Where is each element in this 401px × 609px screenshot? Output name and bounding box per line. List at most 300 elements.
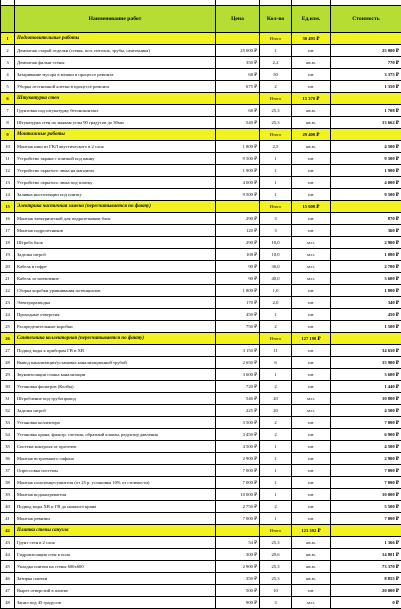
- unit: шт: [292, 381, 331, 393]
- unit-price: 3 150 ₽: [216, 345, 260, 357]
- quantity: 2: [260, 81, 292, 93]
- section-empty: [331, 129, 401, 141]
- table-row: [1, 249, 401, 261]
- unit: м.п.: [292, 249, 331, 261]
- line-cost: 25 000 ₽: [331, 45, 401, 57]
- unit-price: 290 ₽: [216, 213, 260, 225]
- table-row: [1, 321, 401, 333]
- quantity: 30,0: [260, 261, 292, 273]
- unit-price: 4 000 ₽: [216, 177, 260, 189]
- work-name: Устройство скрытого люка под плитку: [15, 177, 216, 189]
- work-name: Электроразводка: [15, 297, 216, 309]
- unit: шт: [292, 345, 331, 357]
- row-number: 31: [1, 393, 15, 405]
- line-cost: 360 ₽: [331, 225, 401, 237]
- unit: шт: [292, 177, 331, 189]
- table-row: [1, 57, 401, 69]
- row-number: 3: [1, 57, 15, 69]
- unit: шт: [292, 429, 331, 441]
- unit: шт: [292, 189, 331, 201]
- row-number: 24: [1, 309, 15, 321]
- line-cost: 1 080 ₽: [331, 249, 401, 261]
- line-cost: 1 440 ₽: [331, 381, 401, 393]
- unit-price: 10 000 ₽: [216, 489, 260, 501]
- row-number: 17: [1, 225, 15, 237]
- table-row: [1, 453, 401, 465]
- line-cost: 10 800 ₽: [331, 393, 401, 405]
- work-name: Укладка плитки на стены 600х600: [15, 561, 216, 573]
- row-number: 6: [1, 93, 15, 105]
- unit: шт: [292, 465, 331, 477]
- unit: шт: [292, 417, 331, 429]
- quantity: 40,0: [260, 273, 292, 285]
- row-number: 1: [1, 33, 15, 45]
- work-name: Заделка штроб: [15, 249, 216, 261]
- section-title: Сантехника коллекторная (пересчитывается по факту): [15, 333, 216, 345]
- table-row: [1, 177, 401, 189]
- row-number: 11: [1, 153, 15, 165]
- work-name: Монтаж подрозетников: [15, 225, 216, 237]
- section-itogo-label: Итого: [260, 129, 292, 141]
- work-name: Устройство экрана с плиткой под ванну: [15, 153, 216, 165]
- unit: шт: [292, 489, 331, 501]
- section-empty: [216, 93, 260, 105]
- header-name: Наименование работ: [15, 6, 216, 33]
- line-cost: 73 370 ₽: [331, 561, 401, 573]
- work-name: Затирка плитки: [15, 573, 216, 585]
- unit: кв.м.: [292, 57, 331, 69]
- unit: шт: [292, 81, 331, 93]
- work-name: Сборка коробки уравнивания потенциалов: [15, 285, 216, 297]
- section-row: [1, 333, 401, 345]
- work-name: Затаривание мусора в мешки в процессе ремонта: [15, 69, 216, 81]
- section-total: 15 370 ₽: [292, 93, 331, 105]
- unit-price: 68 ₽: [216, 105, 260, 117]
- unit-price: 2 900 ₽: [216, 561, 260, 573]
- unit-price: 225 ₽: [216, 405, 260, 417]
- quantity: 2: [260, 417, 292, 429]
- line-cost: 4 500 ₽: [331, 405, 401, 417]
- row-number: 36: [1, 453, 15, 465]
- unit-price: 3 500 ₽: [216, 417, 260, 429]
- quantity: 1: [260, 489, 292, 501]
- unit: шт: [292, 477, 331, 489]
- line-cost: 5 500 ₽: [331, 501, 401, 513]
- row-number: 21: [1, 273, 15, 285]
- unit-price: 750 ₽: [216, 321, 260, 333]
- row-number: 30: [1, 381, 15, 393]
- quantity: 29,6: [260, 549, 292, 561]
- unit-price: 4 500 ₽: [216, 441, 260, 453]
- line-cost: 7 000 ₽: [331, 417, 401, 429]
- work-name: Установка коллектора: [15, 417, 216, 429]
- work-name: Заделка штроб: [15, 405, 216, 417]
- table-row: [1, 477, 401, 489]
- row-number: 48: [1, 597, 15, 609]
- unit: м.п.: [292, 237, 331, 249]
- line-cost: 770 ₽: [331, 57, 401, 69]
- unit-price: 675 ₽: [216, 81, 260, 93]
- unit: шт: [292, 225, 331, 237]
- unit: м.п.: [292, 393, 331, 405]
- unit: шт: [292, 501, 331, 513]
- quantity: 3: [260, 213, 292, 225]
- work-name: Вырез отверстий в плитке: [15, 585, 216, 597]
- unit-price: 2 650 ₽: [216, 357, 260, 369]
- section-itogo-label: Итого: [260, 201, 292, 213]
- table-row: [1, 225, 401, 237]
- row-number: 13: [1, 177, 15, 189]
- line-cost: 3 600 ₽: [331, 273, 401, 285]
- quantity: 10: [260, 585, 292, 597]
- row-number: 12: [1, 165, 15, 177]
- unit-price: 1 800 ₽: [216, 141, 260, 153]
- table-row: [1, 261, 401, 273]
- quantity: 50: [260, 69, 292, 81]
- unit: шт: [292, 369, 331, 381]
- quantity: 3: [260, 597, 292, 609]
- section-row: [1, 129, 401, 141]
- table-row: [1, 117, 401, 129]
- table-row: [1, 429, 401, 441]
- quantity: 2: [260, 501, 292, 513]
- line-cost: 8 855 ₽: [331, 573, 401, 585]
- table-row: [1, 465, 401, 477]
- row-number: 33: [1, 417, 15, 429]
- table-row: [1, 561, 401, 573]
- section-itogo-label: Итого: [260, 33, 292, 45]
- work-name: Монтаж ниш из ГКЛ акустического в 2 слоя: [15, 141, 216, 153]
- quantity: 1: [260, 153, 292, 165]
- row-number: 37: [1, 465, 15, 477]
- work-name: Штробление под трубопровод: [15, 393, 216, 405]
- row-number: 45: [1, 561, 15, 573]
- table-row: [1, 237, 401, 249]
- table-row: [1, 573, 401, 585]
- line-cost: 0 ₽: [331, 597, 401, 609]
- line-cost: 13 662 ₽: [331, 117, 401, 129]
- quantity: 10,0: [260, 237, 292, 249]
- section-empty: [216, 129, 260, 141]
- work-name: Подвод воды к приборам ГВ и ХВ: [15, 345, 216, 357]
- table-row: [1, 81, 401, 93]
- row-number: 46: [1, 573, 15, 585]
- table-row: [1, 417, 401, 429]
- unit: шт: [292, 357, 331, 369]
- table-row: [1, 105, 401, 117]
- table-body: [1, 33, 401, 609]
- row-number: 32: [1, 405, 15, 417]
- unit-price: 1 800 ₽: [216, 285, 260, 297]
- table-row: [1, 405, 401, 417]
- table-row: [1, 69, 401, 81]
- line-cost: 4 500 ₽: [331, 141, 401, 153]
- quantity: 20: [260, 393, 292, 405]
- section-empty: [216, 201, 260, 213]
- unit: кв.м.: [292, 117, 331, 129]
- work-name: Монтаж полотенцесушителя (от 25 р. установка 10% от стоимости): [15, 477, 216, 489]
- unit: кв.м.: [292, 573, 331, 585]
- row-number: 14: [1, 189, 15, 201]
- unit: шт: [292, 69, 331, 81]
- work-name: Грунт стен в 2 слоя: [15, 537, 216, 549]
- table-row: [1, 597, 401, 609]
- work-name: Вывод канализации/установка канализационной трубой: [15, 357, 216, 369]
- unit-price: 68 ₽: [216, 69, 260, 81]
- work-name: Подвод воды ХВ и ГВ до ножного крана: [15, 501, 216, 513]
- line-cost: 2 900 ₽: [331, 237, 401, 249]
- line-cost: 3 375 ₽: [331, 69, 401, 81]
- work-name: Штукатурка стен по маякам углы 90 градусов до 30мм: [15, 117, 216, 129]
- table-row: [1, 165, 401, 177]
- row-number: 7: [1, 105, 15, 117]
- unit-price: 1 900 ₽: [216, 165, 260, 177]
- unit: м.п.: [292, 261, 331, 273]
- row-number: 5: [1, 81, 15, 93]
- unit-price: 170 ₽: [216, 297, 260, 309]
- unit-price: 54 ₽: [216, 537, 260, 549]
- quantity: 1: [260, 369, 292, 381]
- row-number: 35: [1, 441, 15, 453]
- line-cost: 2 900 ₽: [331, 453, 401, 465]
- quantity: 20: [260, 405, 292, 417]
- work-name: Система контроля от протечек: [15, 441, 216, 453]
- line-cost: 6 900 ₽: [331, 429, 401, 441]
- table-row: [1, 285, 401, 297]
- table-row: [1, 297, 401, 309]
- row-number: 34: [1, 429, 15, 441]
- section-title: Подготовительные работы: [15, 33, 216, 45]
- quantity: 1: [260, 165, 292, 177]
- header-cost: Стоимость: [331, 6, 401, 33]
- unit: м.п.: [292, 597, 331, 609]
- row-number: 8: [1, 117, 15, 129]
- section-empty: [216, 525, 260, 537]
- section-total: 127 198 ₽: [292, 333, 331, 345]
- table-row: [1, 357, 401, 369]
- unit-price: 9 500 ₽: [216, 189, 260, 201]
- row-number: 20: [1, 261, 15, 273]
- row-number: 39: [1, 489, 15, 501]
- unit-price: 500 ₽: [216, 585, 260, 597]
- row-number: 44: [1, 549, 15, 561]
- line-cost: 4 500 ₽: [331, 441, 401, 453]
- unit: шт: [292, 441, 331, 453]
- work-name: Заливка инсталляции под плитку: [15, 189, 216, 201]
- unit-price: 108 ₽: [216, 249, 260, 261]
- unit-price: 90 ₽: [216, 261, 260, 273]
- row-number: 22: [1, 285, 15, 297]
- unit: шт: [292, 213, 331, 225]
- table-row: [1, 273, 401, 285]
- unit-price: 25 000 ₽: [216, 45, 260, 57]
- work-name: Гидроизоляция стен в пола: [15, 549, 216, 561]
- quantity: 10,0: [260, 249, 292, 261]
- unit-price: 2 750 ₽: [216, 501, 260, 513]
- quantity: 2: [260, 321, 292, 333]
- table-row: [1, 189, 401, 201]
- section-itogo-label: Итого: [260, 333, 292, 345]
- unit-price: 2 900 ₽: [216, 453, 260, 465]
- unit-price: 900 ₽: [216, 597, 260, 609]
- table-row: [1, 537, 401, 549]
- section-empty: [331, 525, 401, 537]
- line-cost: 1 500 ₽: [331, 321, 401, 333]
- table-row: [1, 309, 401, 321]
- table-row: [1, 549, 401, 561]
- unit-price: 350 ₽: [216, 57, 260, 69]
- unit-price: 720 ₽: [216, 381, 260, 393]
- quantity: 25,3: [260, 117, 292, 129]
- work-name: Кабель за заземление: [15, 273, 216, 285]
- line-cost: 1 350 ₽: [331, 81, 401, 93]
- quantity: 1: [260, 441, 292, 453]
- line-cost: 34 650 ₽: [331, 345, 401, 357]
- line-cost: 10 000 ₽: [331, 489, 401, 501]
- unit-price: 7 000 ₽: [216, 513, 260, 525]
- unit-price: 7 000 ₽: [216, 465, 260, 477]
- quantity: 2: [260, 429, 292, 441]
- row-number: 26: [1, 333, 15, 345]
- unit-price: 3 450 ₽: [216, 429, 260, 441]
- section-empty: [216, 333, 260, 345]
- work-name: Монтаж ревизии: [15, 513, 216, 525]
- quantity: 2: [260, 381, 292, 393]
- unit-price: 90 ₽: [216, 273, 260, 285]
- quantity: 1: [260, 45, 292, 57]
- row-number: 40: [1, 501, 15, 513]
- quantity: 1: [260, 309, 292, 321]
- section-row: [1, 33, 401, 45]
- unit: шт: [292, 165, 331, 177]
- work-name: Демонтаж фальш-стены: [15, 57, 216, 69]
- row-number: 16: [1, 213, 15, 225]
- section-empty: [331, 93, 401, 105]
- section-itogo-label: Итого: [260, 93, 292, 105]
- line-cost: 3 600 ₽: [331, 369, 401, 381]
- work-name: Уборка лестничной клетки в процессе ремонта: [15, 81, 216, 93]
- quantity: 1: [260, 477, 292, 489]
- table-row: [1, 213, 401, 225]
- table-row: [1, 501, 401, 513]
- unit: кв.м.: [292, 561, 331, 573]
- table-row: [1, 45, 401, 57]
- work-name: Монтаж встроенного сифона: [15, 453, 216, 465]
- quantity: 25,3: [260, 561, 292, 573]
- table-row: [1, 381, 401, 393]
- row-number: 25: [1, 321, 15, 333]
- row-number: 4: [1, 69, 15, 81]
- section-empty: [331, 333, 401, 345]
- unit-price: 3 600 ₽: [216, 369, 260, 381]
- section-title: Плитка стены санузла: [15, 525, 216, 537]
- row-number: 27: [1, 345, 15, 357]
- work-name: Запил под 45 градусов: [15, 597, 216, 609]
- unit-price: 9 500 ₽: [216, 153, 260, 165]
- unit-price: 7 000 ₽: [216, 477, 260, 489]
- line-cost: 7 000 ₽: [331, 513, 401, 525]
- table-row: [1, 393, 401, 405]
- unit-price: 540 ₽: [216, 117, 260, 129]
- unit: шт: [292, 285, 331, 297]
- unit: м.п.: [292, 405, 331, 417]
- unit-price: 290 ₽: [216, 237, 260, 249]
- row-number: 18: [1, 237, 15, 249]
- row-number: 47: [1, 585, 15, 597]
- section-title: Электрика частичная замена (пересчитывается по факту): [15, 201, 216, 213]
- header-unit: Ед.изм.: [292, 6, 331, 33]
- line-cost: 340 ₽: [331, 297, 401, 309]
- unit: м.п.: [292, 273, 331, 285]
- unit: шт: [292, 309, 331, 321]
- quantity: 1: [260, 465, 292, 477]
- work-name: Монтаж водонагревателя: [15, 489, 216, 501]
- unit: шт: [292, 153, 331, 165]
- unit: шт: [292, 321, 331, 333]
- work-name: Установка крана, фильтр, счетчик, обратный клапан, редуктор давления: [15, 429, 216, 441]
- table-row: [1, 369, 401, 381]
- quantity: 25,3: [260, 537, 292, 549]
- line-cost: 870 ₽: [331, 213, 401, 225]
- work-name: Монтаж электрической для подрозетников блок: [15, 213, 216, 225]
- section-empty: [216, 33, 260, 45]
- row-number: 41: [1, 513, 15, 525]
- unit-price: 120 ₽: [216, 225, 260, 237]
- unit-price: 300 ₽: [216, 549, 260, 561]
- row-number: 2: [1, 45, 15, 57]
- line-cost: 15 900 ₽: [331, 357, 401, 369]
- row-number: 23: [1, 297, 15, 309]
- unit: кв.м.: [292, 537, 331, 549]
- unit: кв.м.: [292, 549, 331, 561]
- row-number: 43: [1, 537, 15, 549]
- quantity: 25,3: [260, 105, 292, 117]
- work-name: Устройство скрытого люка на магнитах: [15, 165, 216, 177]
- line-cost: 450 ₽: [331, 309, 401, 321]
- table-row: [1, 441, 401, 453]
- section-total: 29 400 ₽: [292, 129, 331, 141]
- quantity: 1: [260, 177, 292, 189]
- quantity: 1: [260, 453, 292, 465]
- table-row: [1, 141, 401, 153]
- unit: шт: [292, 513, 331, 525]
- unit: шт: [292, 45, 331, 57]
- quantity: 11: [260, 345, 292, 357]
- header-price: Цена: [216, 6, 260, 33]
- line-cost: 7 000 ₽: [331, 465, 401, 477]
- quantity: 1: [260, 189, 292, 201]
- row-number: 28: [1, 357, 15, 369]
- work-name: Грунтовка под штукатурку бетоноконтакт: [15, 105, 216, 117]
- work-name: Проходные отверстия: [15, 309, 216, 321]
- unit-price: 350 ₽: [216, 573, 260, 585]
- unit: шт: [292, 297, 331, 309]
- unit-price: 450 ₽: [216, 309, 260, 321]
- work-name: Звукоизоляция стояка канализации: [15, 369, 216, 381]
- row-number: 29: [1, 369, 15, 381]
- section-title: Штукатурка стен: [15, 93, 216, 105]
- line-cost: 20 000 ₽: [331, 585, 401, 597]
- header-num: [1, 6, 15, 33]
- line-cost: 14 801 ₽: [331, 549, 401, 561]
- section-row: [1, 525, 401, 537]
- work-name: Установка фильтров (Колбы): [15, 381, 216, 393]
- table-row: [1, 585, 401, 597]
- unit: шт: [292, 585, 331, 597]
- row-number: 15: [1, 201, 15, 213]
- row-number: 10: [1, 141, 15, 153]
- row-number: 19: [1, 249, 15, 261]
